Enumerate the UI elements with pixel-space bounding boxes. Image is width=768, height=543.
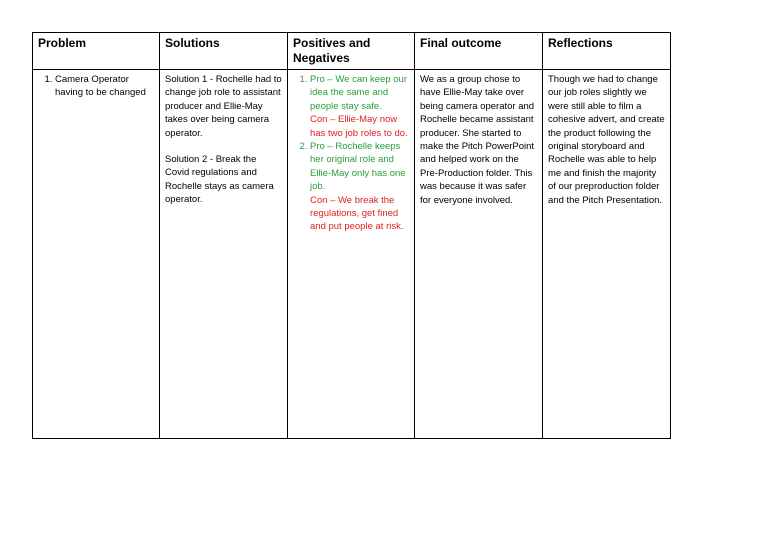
problem-cell <box>33 70 160 439</box>
header-solutions: Solutions <box>160 33 288 70</box>
header-positives-negatives: Positives and Negatives <box>288 33 415 70</box>
pros-cons-list <box>293 73 409 234</box>
option-1 <box>310 73 409 140</box>
header-problem: Problem <box>33 33 160 70</box>
problem-solution-table <box>32 32 671 439</box>
option-2-pro: Pro – Rochelle keeps her original role and Ellie-May only has one job. <box>310 141 406 193</box>
problem-item: 1. Camera Operator having to be changed <box>55 73 154 100</box>
final-outcome-cell: We as a group chose to have Ellie-May take over being camera operator and Rochelle became assistant producer. She started to make the Pitch PowerPoint and helped work on the Pre-Production folder. This was because it was safer for everyone involved. <box>415 70 543 439</box>
option-1-pro: Pro – We can keep our idea the same and people stay safe. <box>310 74 407 112</box>
solution-2: Solution 2 - Break the Covid regulations and Rochelle stays as camera operator. <box>165 154 274 206</box>
problem-list <box>38 73 154 100</box>
option-2-con: Con – We break the regulations, get fined and put people at risk. <box>310 194 404 233</box>
option-1-con: Con – Ellie-May now has two job roles to do. <box>310 114 408 139</box>
header-final-outcome: Final outcome <box>415 33 543 70</box>
header-reflections: Reflections <box>543 33 671 70</box>
option-2 <box>310 140 409 234</box>
solutions-cell <box>160 70 288 439</box>
header-row <box>33 33 671 70</box>
solution-1: Solution 1 - Rochelle had to change job role to assistant producer and Ellie-May takes over being camera operator. <box>165 74 282 139</box>
content-row <box>33 70 671 439</box>
reflections-cell: Though we had to change our job roles slightly we were still able to film a cohesive advert, and create the product following the original storyboard and Rochelle was able to help me and finish the majority of our preproduction folder and the Pitch Presentation. <box>543 70 671 439</box>
positives-negatives-cell <box>288 70 415 439</box>
